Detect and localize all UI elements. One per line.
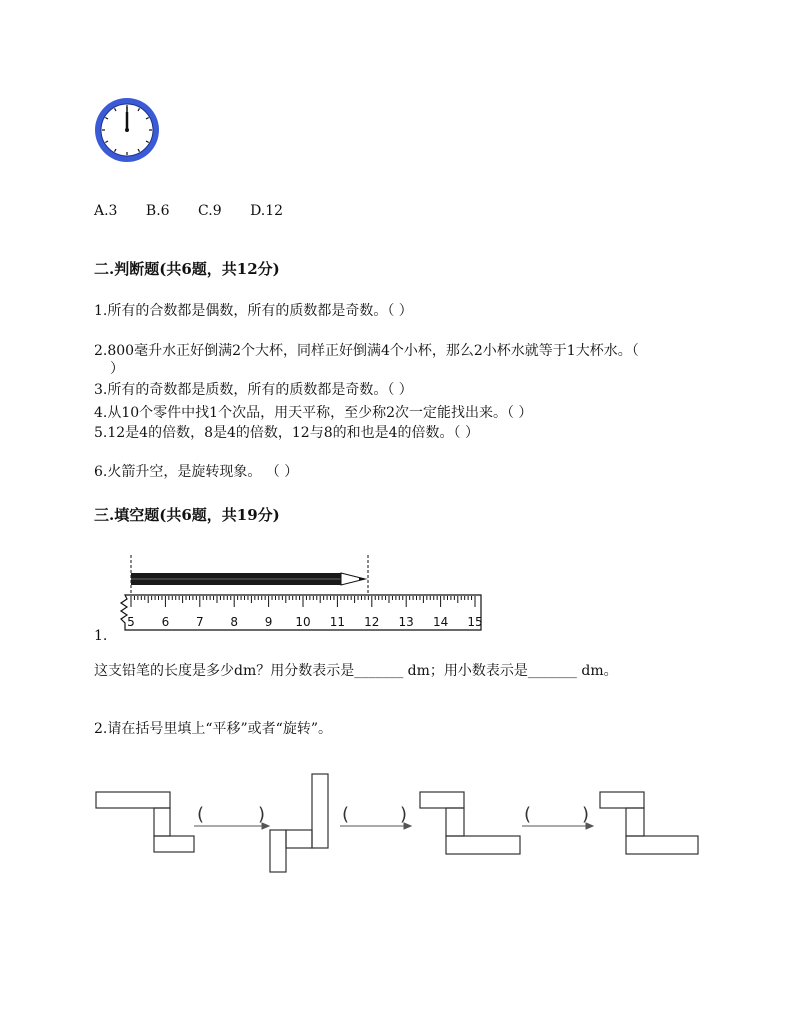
ruler-label: 12 — [364, 615, 380, 629]
transformation-figure — [94, 770, 704, 880]
question-2-2: 2.800毫升水正好倒满2个大杯，同样正好倒满4个小杯，那么2小杯水就等于1大杯水。（ — [94, 343, 639, 359]
question-3-1-number: 1. — [94, 628, 108, 644]
clock-figure — [94, 97, 164, 167]
shape-4 — [600, 792, 698, 854]
ruler-label: 13 — [398, 615, 414, 629]
paren-right-2: ) — [400, 804, 408, 825]
clock-center — [125, 128, 129, 132]
answer-options — [94, 202, 307, 220]
section-3-title: 三.填空题(共6题，共19分) — [94, 506, 280, 524]
question-3-1: 这支铅笔的长度是多少dm？用分数表示是_______ dm；用小数表示是_______ dm。 — [94, 663, 618, 679]
paren-right-1: ) — [258, 804, 266, 825]
ruler-label: 15 — [467, 615, 483, 629]
paren-right-3: ) — [582, 804, 590, 825]
question-2-4: 4.从10个零件中找1个次品，用天平称，至少称2次一定能找出来。（ ） — [94, 405, 533, 421]
shape-3 — [420, 792, 520, 854]
question-2-2-cont: ） — [110, 361, 124, 377]
question-3-2: 2.请在括号里填上“平移”或者“旋转”。 — [94, 721, 332, 737]
question-2-5: 5.12是4的倍数，8是4的倍数，12与8的和也是4的倍数。（ ） — [94, 425, 479, 441]
ruler-label: 5 — [127, 615, 135, 629]
pencil-ruler-figure — [115, 553, 487, 635]
option-a: A.3 — [94, 203, 118, 219]
option-c: C.9 — [198, 203, 222, 219]
ruler-label: 8 — [230, 615, 239, 629]
section-2-title: 二.判断题(共6题，共12分) — [94, 260, 280, 278]
ruler-label: 10 — [295, 615, 311, 629]
ruler-label: 11 — [329, 615, 346, 629]
shape-1 — [96, 792, 194, 852]
pencil-lead — [359, 578, 368, 581]
option-d: D.12 — [250, 203, 284, 219]
question-2-1: 1.所有的合数都是偶数，所有的质数都是奇数。（ ） — [94, 303, 413, 319]
paren-left-1: ( — [197, 804, 205, 825]
ruler-label: 7 — [195, 615, 204, 629]
paren-left-2: ( — [342, 804, 350, 825]
question-2-3: 3.所有的奇数都是质数，所有的质数都是奇数。（ ） — [94, 382, 413, 398]
option-b: B.6 — [145, 203, 170, 219]
question-2-6: 6.火箭升空，是旋转现象。 （ ） — [94, 464, 299, 480]
ruler-label: 9 — [264, 615, 273, 629]
shape-2 — [270, 774, 328, 872]
paren-left-3: ( — [524, 804, 532, 825]
ruler-label: 6 — [161, 615, 170, 629]
ruler-label: 14 — [432, 615, 449, 629]
